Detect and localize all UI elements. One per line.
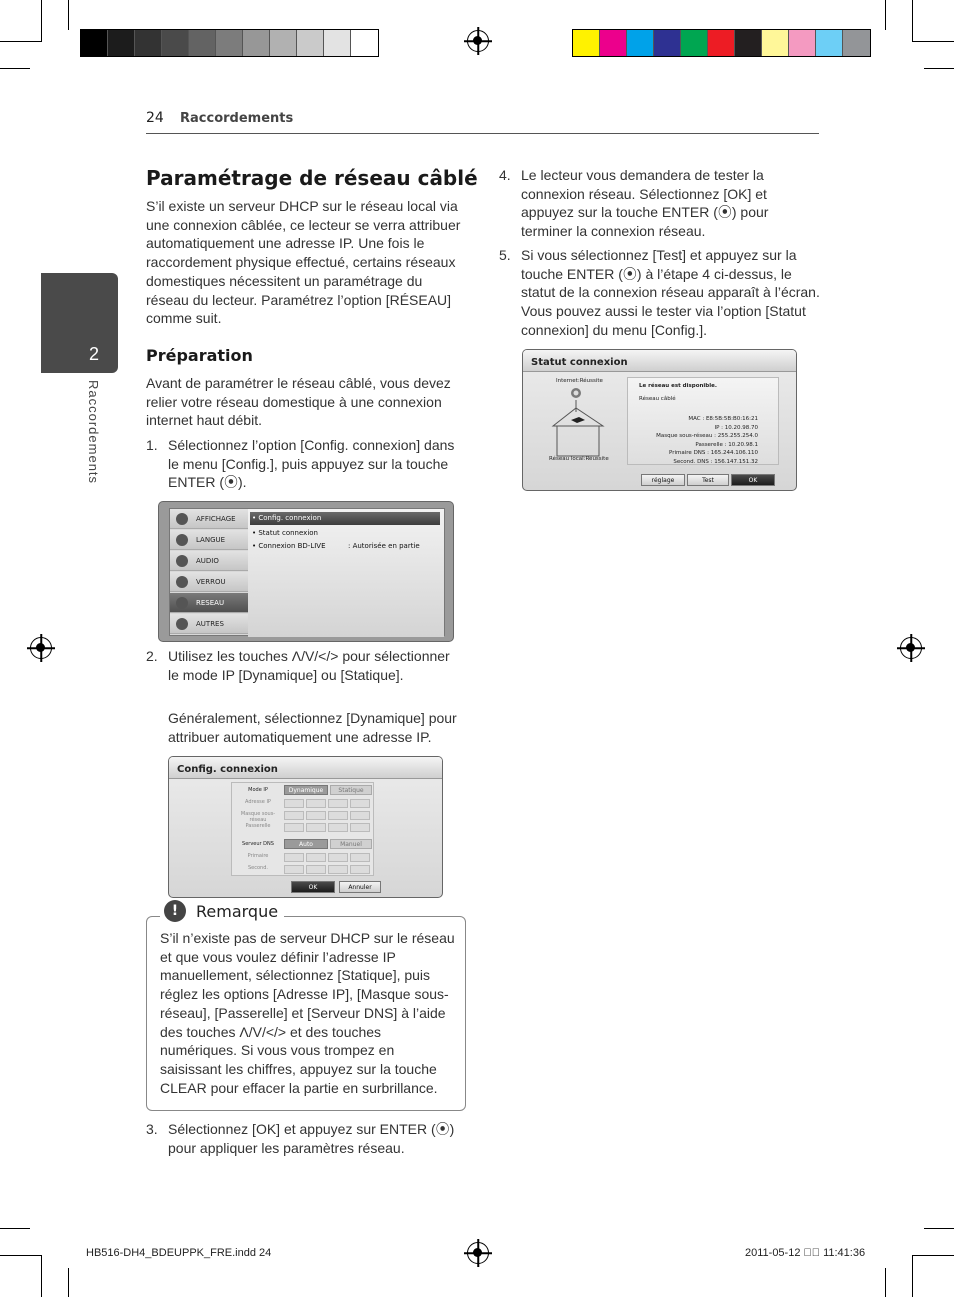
local-status: Réseau local:Réussite bbox=[549, 456, 609, 462]
status-message: Le réseau est disponible. bbox=[639, 383, 717, 389]
menu-item-1[interactable] bbox=[170, 530, 248, 550]
status-panel bbox=[627, 377, 779, 465]
menu-category-icon bbox=[176, 576, 188, 588]
crop-mark bbox=[912, 0, 913, 42]
chapter-tab bbox=[41, 273, 118, 373]
dialog-title: Statut connexion bbox=[531, 357, 628, 368]
menu-category-icon bbox=[176, 534, 188, 546]
menu-category-icon bbox=[176, 513, 188, 525]
step-text: Sélectionnez [OK] et appuyez sur ENTER (⦿) pour appliquer les paramètres réseau. bbox=[168, 1121, 455, 1156]
color-swatch bbox=[189, 30, 216, 56]
gray-color-bar bbox=[80, 29, 379, 57]
ip-octet-field[interactable] bbox=[328, 799, 348, 808]
ok-button[interactable]: OK bbox=[731, 474, 775, 486]
internet-status: Internet:Réussite bbox=[556, 378, 603, 384]
crop-mark bbox=[0, 1228, 30, 1229]
ip-octet-field[interactable] bbox=[306, 811, 326, 820]
step-text: Si vous sélectionnez [Test] et appuyez sur la touche ENTER (⦿) à l’étape 4 ci-dessus, le statut de la connexion réseau apparaît à l’écran. Vous pouvez aussi le tester via l’option [Statut connexion] du menu [Config.]. bbox=[521, 247, 820, 338]
crop-mark bbox=[68, 0, 69, 30]
note-heading bbox=[160, 900, 284, 922]
ip-octet-field[interactable] bbox=[284, 853, 304, 862]
menu-item-2[interactable] bbox=[170, 551, 248, 571]
menu-category-icon bbox=[176, 618, 188, 630]
connection-type: Réseau câblé bbox=[639, 396, 676, 402]
ip-octet-field[interactable] bbox=[306, 799, 326, 808]
step-number: 4. bbox=[499, 167, 511, 183]
dialog-title: Config. connexion bbox=[177, 764, 278, 775]
option-config-connexion: • Config. connexion bbox=[252, 514, 322, 522]
crop-mark bbox=[912, 1255, 913, 1297]
color-swatch bbox=[762, 30, 789, 56]
ip-octet-field[interactable] bbox=[284, 799, 304, 808]
ip-octet-field[interactable] bbox=[284, 865, 304, 874]
color-swatch bbox=[627, 30, 654, 56]
step-number: 1. bbox=[146, 437, 158, 453]
field-label: Masque sous-réseau bbox=[240, 811, 276, 823]
ip-octet-field[interactable] bbox=[350, 799, 370, 808]
color-swatch bbox=[324, 30, 351, 56]
color-swatch bbox=[243, 30, 270, 56]
step-text: Utilisez les touches Λ/V/</> pour sélectionner le mode IP [Dynamique] ou [Statique]. bbox=[168, 648, 450, 683]
warning-icon: ! bbox=[164, 900, 186, 922]
registration-mark-icon bbox=[467, 30, 489, 52]
chapter-number: 2 bbox=[89, 344, 100, 364]
color-swatch bbox=[216, 30, 243, 56]
settings-grid bbox=[231, 782, 374, 876]
color-swatch bbox=[843, 30, 870, 56]
subsection-title: Préparation bbox=[146, 346, 253, 365]
running-header: Raccordements bbox=[180, 111, 294, 126]
step-number: 3. bbox=[146, 1121, 158, 1137]
color-swatch bbox=[789, 30, 816, 56]
registration-mark-icon bbox=[30, 637, 52, 659]
color-swatch bbox=[816, 30, 843, 56]
crop-mark bbox=[924, 68, 954, 69]
crop-mark bbox=[885, 1268, 886, 1297]
color-swatch bbox=[135, 30, 162, 56]
footer-date: 2011-05-12 ￿￿ 11:41:36 bbox=[745, 1247, 866, 1259]
settings-button[interactable]: réglage bbox=[641, 474, 685, 486]
ip-octet-field[interactable] bbox=[350, 853, 370, 862]
ip-octet-field[interactable] bbox=[328, 853, 348, 862]
cancel-button[interactable]: Annuler bbox=[339, 881, 381, 893]
statut-connexion-screenshot bbox=[522, 349, 797, 491]
color-swatch bbox=[681, 30, 708, 56]
ip-octet-field[interactable] bbox=[328, 823, 348, 832]
option-statut-connexion: • Statut connexion bbox=[252, 529, 318, 537]
header-rule bbox=[146, 133, 819, 134]
mode-dynamic-option[interactable]: Dynamique bbox=[284, 785, 328, 795]
dns-manual-option[interactable]: Manuel bbox=[330, 839, 372, 849]
menu-item-5[interactable] bbox=[170, 614, 248, 634]
registration-mark-icon bbox=[900, 637, 922, 659]
step-2-extra: Généralement, sélectionnez [Dynamique] pour attribuer automatiquement une adresse IP. bbox=[168, 710, 457, 745]
color-swatch bbox=[270, 30, 297, 56]
test-button[interactable]: Test bbox=[687, 474, 729, 486]
color-swatch bbox=[162, 30, 189, 56]
section-title: Paramétrage de réseau câblé bbox=[146, 166, 478, 190]
ip-octet-field[interactable] bbox=[328, 811, 348, 820]
color-swatch bbox=[573, 30, 600, 56]
menu-category-icon bbox=[176, 597, 188, 609]
field-label: Serveur DNS bbox=[242, 841, 274, 847]
crop-mark bbox=[912, 1255, 954, 1256]
menu-item-4[interactable] bbox=[170, 593, 248, 613]
menu-panel bbox=[169, 508, 445, 636]
crop-mark bbox=[0, 41, 42, 42]
page-number: 24 bbox=[146, 110, 164, 126]
preparation-paragraph: Avant de paramétrer le réseau câblé, vous devez relier votre réseau domestique à une connexion internet haut débit. bbox=[146, 375, 451, 429]
option-bdlive: • Connexion BD-LIVE bbox=[252, 542, 326, 550]
note-title: Remarque bbox=[196, 901, 279, 921]
menu-item-0[interactable] bbox=[170, 509, 248, 529]
ip-octet-field[interactable] bbox=[306, 865, 326, 874]
color-swatch bbox=[108, 30, 135, 56]
crop-mark bbox=[912, 41, 954, 42]
step-number: 5. bbox=[499, 247, 511, 263]
home-network-icon bbox=[549, 384, 619, 460]
menu-item-label: AUDIO bbox=[196, 557, 219, 565]
crop-mark bbox=[885, 0, 886, 30]
menu-category-icon bbox=[176, 555, 188, 567]
ip-octet-field[interactable] bbox=[350, 823, 370, 832]
ok-button[interactable]: OK bbox=[291, 881, 335, 893]
ip-octet-field[interactable] bbox=[306, 823, 326, 832]
step-text: Le lecteur vous demandera de tester la connexion réseau. Sélectionnez [OK] et appuyez sur la touche ENTER (⦿) pour terminer la connexion réseau. bbox=[521, 167, 769, 240]
menu-item-3[interactable] bbox=[170, 572, 248, 592]
color-swatch bbox=[600, 30, 627, 56]
color-swatch bbox=[351, 30, 378, 56]
bdlive-value: : Autorisée en partie bbox=[348, 542, 420, 550]
chapter-label: Raccordements bbox=[86, 380, 101, 485]
status-row: MAC : E8:5B:5B:B0:16:21 bbox=[688, 416, 758, 422]
crop-mark bbox=[924, 1228, 954, 1229]
crop-mark bbox=[0, 68, 30, 69]
process-color-bar bbox=[572, 29, 871, 57]
field-label: Second. bbox=[248, 865, 268, 871]
status-row: IP : 10.20.98.70 bbox=[714, 424, 758, 431]
crop-mark bbox=[41, 1255, 42, 1297]
crop-mark bbox=[0, 1255, 42, 1256]
color-swatch bbox=[654, 30, 681, 56]
color-swatch bbox=[81, 30, 108, 56]
menu-item-label: RESEAU bbox=[196, 599, 225, 607]
step-text: Sélectionnez l’option [Config. connexion] dans le menu [Config.], puis appuyez sur la touche ENTER (⦿). bbox=[168, 437, 455, 491]
menu-item-label: AFFICHAGE bbox=[196, 515, 236, 523]
menu-item-label: AUTRES bbox=[196, 620, 224, 628]
color-swatch bbox=[708, 30, 735, 56]
ip-octet-field[interactable] bbox=[328, 865, 348, 874]
menu-item-label: LANGUE bbox=[196, 536, 226, 544]
registration-mark-icon bbox=[467, 1242, 489, 1264]
ip-octet-field[interactable] bbox=[350, 865, 370, 874]
intro-paragraph: S’il existe un serveur DHCP sur le réseau local via une connexion câblée, ce lecteur se verra attribuer automatiquement une adresse IP. Une fois le raccordement physique effectué, certains réseaux domestiques nécessitent un paramétrage du réseau du lecteur. Paramétrez l’option [RÉSEAU] comme suit. bbox=[146, 198, 461, 327]
crop-mark bbox=[41, 0, 42, 42]
status-row: Primaire DNS : 165.244.106.110 bbox=[669, 450, 758, 456]
crop-mark bbox=[68, 1268, 69, 1297]
field-label: Mode IP bbox=[248, 787, 268, 793]
mode-static-option[interactable]: Statique bbox=[330, 785, 372, 795]
ip-octet-field[interactable] bbox=[306, 853, 326, 862]
setup-menu-screenshot bbox=[158, 501, 454, 642]
step-number: 2. bbox=[146, 648, 158, 664]
field-label: Passerelle bbox=[245, 823, 271, 829]
field-label: Adresse IP bbox=[245, 799, 271, 805]
footer-filename: HB516-DH4_BDEUPPK_FRE.indd 24 bbox=[86, 1247, 272, 1259]
note-text: S’il n’existe pas de serveur DHCP sur le réseau et que vous voulez définir l’adresse IP manuellement, sélectionnez [Statique], puis réglez les options [Adresse IP], [Masque sous-réseau], [Passerelle] et [Serveur DNS] à l’aide des touches Λ/V/</> et des touches numériques. Si vous vous trompez en saisissant les chiffres, appuyez sur la touche CLEAR pour effacer la partie en surbrillance. bbox=[160, 930, 455, 1096]
status-row: Second. DNS : 156.147.151.32 bbox=[673, 458, 758, 465]
dns-auto-option[interactable]: Auto bbox=[284, 839, 328, 849]
field-label: Primaire bbox=[247, 853, 269, 859]
ip-octet-field[interactable] bbox=[284, 811, 304, 820]
ip-octet-field[interactable] bbox=[350, 811, 370, 820]
ip-octet-field[interactable] bbox=[284, 823, 304, 832]
color-swatch bbox=[297, 30, 324, 56]
status-row: Passerelle : 10.20.98.1 bbox=[695, 441, 758, 448]
config-connexion-screenshot bbox=[168, 756, 443, 898]
status-row: Masque sous-réseau : 255.255.254.0 bbox=[656, 433, 758, 439]
options-panel bbox=[248, 509, 444, 637]
color-swatch bbox=[735, 30, 762, 56]
menu-item-label: VERROU bbox=[196, 578, 226, 586]
